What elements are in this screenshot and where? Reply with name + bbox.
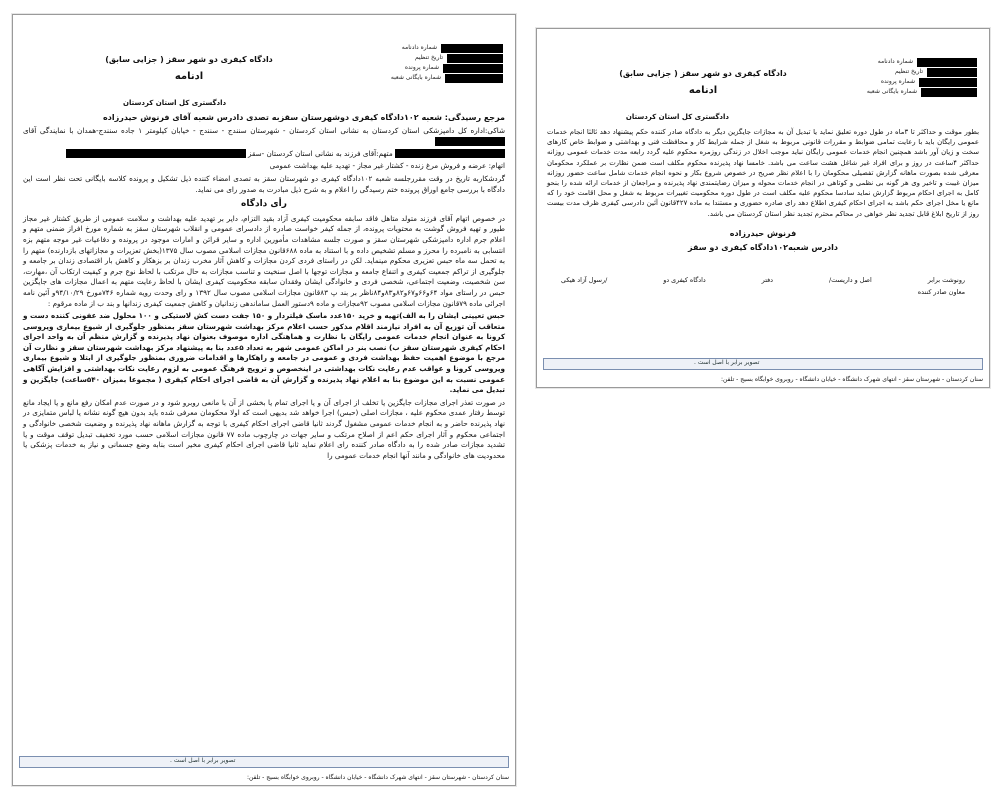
redaction-block <box>919 78 977 87</box>
plaintiff-line: شاکی:اداره کل دامپزشکی استان کردستان به نشانی استان کردستان - شهرستان سنندج - سنندج - خیابان کیلومتر ۱ جاده سنندج-همدان با نمایندگی آقای <box>23 126 505 147</box>
document-title: ادنامه <box>174 71 204 82</box>
judgment-body-continued <box>537 127 989 298</box>
redaction-block <box>395 149 505 158</box>
meta-label: شماره دادنامه <box>401 44 437 51</box>
charge-line: اتهام: عرضه و فروش مرغ زنده - کشتار غیر مجاز - تهدید علیه بهداشت عمومی <box>269 161 505 171</box>
page-header <box>13 15 515 113</box>
document-meta: شماره دادنامه تاریخ تنظیم شماره پرونده شماره بایگانی شعبه <box>867 57 977 97</box>
signer-name: فرنوش حیدرزاده <box>729 228 797 238</box>
page-header <box>537 29 989 127</box>
meta-label: شماره پرونده <box>404 64 439 71</box>
verdict-paragraph-3: در صورت تعذر اجرای مجازات جایگزین یا تخلف از اجرای آن و یا اجرای تمام یا بخشی از آن با مانعی روبرو شود و در صورت عدم امکان رفع مانع و یا ایجاد مانع توسط رفتار عمدی محکوم علیه ، مجازات اصلی (حبس) اجرا خواهد شد بدیهی است که اولا محکومان معرفی شده باید بدون هیچ گونه نشانه یا لباس متمایزی در نهاد پذیرنده حاضر و به انجام خدمات عمومی مشغول گردند ثانیا قاضی اجرای احکام کیفری با توجه به گزارش ماهانه نهاد پذیرنده و وضعیت شخصی خانوادگی و اجتماعی محکوم و آثار اجرای حکم اعم از اصلاح مرتکب و سایر جهات در چارچوب ماده ۷۷ قانون مجازات اسلامی حسب مورد تخفیف تبدیل توقف موقت و یا تشدید مجازات صادر شده را به دادگاه صادر کننده رای اعلام نماید ثانیا قاضی اجرای احکام کیفری مخیر است بنابه وضع جسمانی و نیاز به خدمات پزشکی یا محدودیت های خانوادگی و مانند آنها انجام خدمات عمومی را <box>23 397 505 460</box>
meta-label: تاریخ تنظیم <box>414 54 443 61</box>
continued-paragraph: بطور موقت و حداکثر تا ۳ماه در طول دوره تعلیق نماید یا تبدیل آن به مجازات جایگزین دیگر به دادگاه صادر کننده حکم پیشنهاد دهد ثالثا انجام خدمات عمومی رایگان باید با رعایت تمامی ضوابط و مقررات قانونی مربوط به شغل از جمله شرایط کار و محافظت فنی و بهداشتی و ضوابط خاص کارهای سخت و زیان آور باشد همچنین انجام خدمات عمومی رایگان نباید موجب اخلال در زندگی روزمره محکوم علیه گردد رابعه مدت خدمات عمومی روزانه حداکثر ۴ساعت در روز و برای افراد غیر شاغل هشت ساعت می باشد. خامسا نهاد پذیرنده محکوم مکلف است ضمن نظارت بر عملکرد محکومان معرفی شده بصورت ماهانه گزارش تفصیلی محکومان را با اعلام نظر صریح در خصوص شروع بکار و نحوه انجام خدمات شامل ساعت حضور روزانه میزان غیبت و تاخیر وی هر گونه بی نظمی و کوتاهی در انجام خدمات محوله و میزان رضایتمندی نهاد پذیرنده و مراجعان از خدمات ارائه شده را بنحو کامل به اجرای احکام مربوط گزارش نماید سادسا محکوم علیه مکلف است در طول دوره محکومیت تغییرات مربوط به شغل و محل اقامت خود را که مانع یا مخل اجرای حکم باشد به اجرای احکام کیفری اطلاع دهد رای صادره حضوری و مستندا به ماده ۴۲۷قانون آئین دادرسی کیفری ظرف مدت بیست روز از تاریخ ابلاغ قابل تجدید نظر خواهی در محاکم محترم تجدید نظر استان کردستان می باشد. <box>547 128 979 218</box>
page-footer <box>13 756 515 785</box>
redaction-block <box>66 149 246 158</box>
court-name: دادگاه کیفری دو شهر سقز ( جزایی سابق) <box>619 69 787 78</box>
accused-line: متهم:آقای فرزند به نشانی استان کردستان -سقز <box>23 149 505 160</box>
certified-copy-stamp: تصویر برابر با اصل است . <box>543 358 983 370</box>
proceedings-paragraph: گردشکاربه تاریخ در وقت مقررجلسه شعبه ۱۰۲دادگاه کیفری دو شهرستان سقز به تصدی امضاء کننده ذیل تشکیل و پرونده کلاسه بایگانی تحت نظر است این دادگاه با بررسی جامع اوراق پرونده ختم رسیدگی را اعلام و به شرح ذیل مبادرت به صدور رای می نماید. <box>23 173 505 194</box>
court-name: دادگاه کیفری دو شهر سقز ( جزایی سابق) <box>105 55 273 64</box>
meta-label: شماره بایگانی شعبه <box>390 74 441 81</box>
redaction-block <box>447 54 503 63</box>
court-address: سنان کردستان - شهرستان سقز - انتهای شهرک دانشگاه - خیابان دانشگاه - روبروی خوابگاه بسیج - تلفن: <box>720 376 983 383</box>
page-footer <box>537 358 989 387</box>
province-judiciary: دادگستری کل استان کردستان <box>123 99 227 107</box>
redaction-block <box>445 74 503 83</box>
redaction-block <box>443 64 503 73</box>
redaction-block <box>435 137 505 146</box>
redaction-block <box>917 58 977 67</box>
judgment-page-2 <box>536 28 990 388</box>
verdict-paragraph-2: حبس تعیینی ایشان را به الف)تهیه و خرید ۱۵۰عدد ماسک فیلتردار و ۱۵۰ جفت دست کش لاستیکی و ۱۰۰ محلول ضد عفونی کننده دست و متعاقب آن توزیع آن به افراد نیازمند اقلام مذکور حسب اعلام مرکز بهداشت شهرستان سقز بمنظور جلوگیری از شیوع بیماری ویروسی کرونا به عنوان انجام خدمات عمومی رایگان با نظارت و هماهنگی اداره موصوف بعنوان نهاد پذیرنده و گزارش منظم آن به واحد اجرای احکام کیفری شهرستان سقز ب) نصب بنر در اماکن عمومی شهر به تعداد ۵عدد بنا به پیشنهاد مرکز بهداشت شهرستان سقز و نظارت آن مرجع با موضوع اهمیت حفظ بهداشت فردی و عمومی در جامعه و راهکارها و اقدامات ضروری بمنظور جلوگیری از ابتلا و شیوع بیماری ویروسی کرونا و عواقب عدم رعایت نکات بهداشتی در اینخصوص و ترویج فرهنگ عمومی به لزوم رعایت نکات بهداشتی و افزایش آگاهی عمومی نسبت به این موضوع بنا به اعلام نهاد پذیرنده و گزارش آن به قاضی اجرای احکام کیفری ( مجموعا بمیزان ۵۴۰ساعت) جایگزین و تبدیل می نماید. <box>23 311 505 395</box>
verdict-heading: رأی دادگاه <box>241 199 287 210</box>
signer-title: دادرس شعبه۱۰۲دادگاه کیفری دو سقز <box>688 243 838 253</box>
copy-certification: رونوشت برابر اصل و داریست/ دفتر دادگاه کیفری دو /رسول آزاد هیکی <box>561 276 965 285</box>
redaction-block <box>441 44 503 53</box>
document-title: ادنامه <box>688 85 718 96</box>
reference-line: مرجع رسیدگی: شعبه ۱۰۲دادگاه کیفری دوشهرستان سقزبه تصدی دادرس شعبه آقای فرنوش حیدرزاده <box>103 113 505 122</box>
copy-certification-role: معاون صادر کننده <box>917 288 965 297</box>
court-address: سنان کردستان - شهرستان سقز - انتهای شهرک دانشگاه - خیابان دانشگاه - روبروی خوابگاه بسیج - تلفن: <box>246 774 509 781</box>
redaction-block <box>921 88 977 97</box>
judgment-body <box>13 113 515 461</box>
verdict-paragraph-1: در خصوص اتهام آقای فرزند متولد متاهل فاقد سابقه محکومیت کیفری آزاد بقید التزام، دایر بر تهدید علیه بهداشت و سلامت عمومی از طریق کشتار غیر مجاز طیور و تهیه فروش گوشت به محتویات پرونده، از جمله کیفر خواست صادره از دادسرای عمومی و انقلاب شهرستان سقز به شماره مورخ افراز ضمنی متهم و اعلام جرم اداره دامپزشکی شهرستان سقز و صورت جلسه مشاهدات مأمورین اداره و سایر قرائن و امارات موجود در پرونده و دفاعیات غیر موجه متهم بزه انتسابی به نامبرده را محرز و مسلم تشخیص داده و با استناد به ماده ۶۸۸قانون مجازات اسلامی مصوب سال ۱۳۷۵(بخش تعزیرات و مجازاتهای بازدارنده) متهم را به تحمل سه ماه حبس تعزیری محکوم مینماید. لکن در راستای فردی کردن مجازات و کاهش آثار مخرب زندان بر بزهکار و کاهش بار اقتصادی زندان بر جامعه و جلوگیری از تراکم جمعیت کیفری و اتنفاع جامعه و مجازات توجها با اصل سنخیت و تناسب مجازات به حال مرتکب با لحاظ نوع جرم و کیفیت ارتکاب آن ،مهارت، سن شخصیت، وضعیت اجتماعی، شخصی فردی و خانوادگی ایشان وفقدان سابقه محکومیت کیفری ایشان با لحاظ رعایت متهم به اعمال مجازات های جایگزین حبس در راستای مواد ۶۴و۶۶و۶۷و۸۲و۸۳و۸۴ناظر بر بند پ ۸۳قانون مجازات اسلامی مصوب سال ۱۳۹۲ و رای وحدت رویه شماره ۷۴۶مورخ ۹۴/۱۰/۲۹و آئین نامه اجرائی ماده ۷۹قانون مجازات اسلامی مصوب ۹۲مجازات و ماده ۹دستور العمل ساماندهی زندانیان و کاهش جمعیت کیفری زندانها و بند ب از ماده مرقوم : <box>23 213 505 308</box>
certified-copy-stamp: تصویر برابر با اصل است . <box>19 756 509 768</box>
judgment-page-1 <box>12 14 516 786</box>
province-judiciary: دادگستری کل استان کردستان <box>625 113 729 121</box>
document-meta <box>391 43 503 83</box>
redaction-block <box>927 68 977 77</box>
